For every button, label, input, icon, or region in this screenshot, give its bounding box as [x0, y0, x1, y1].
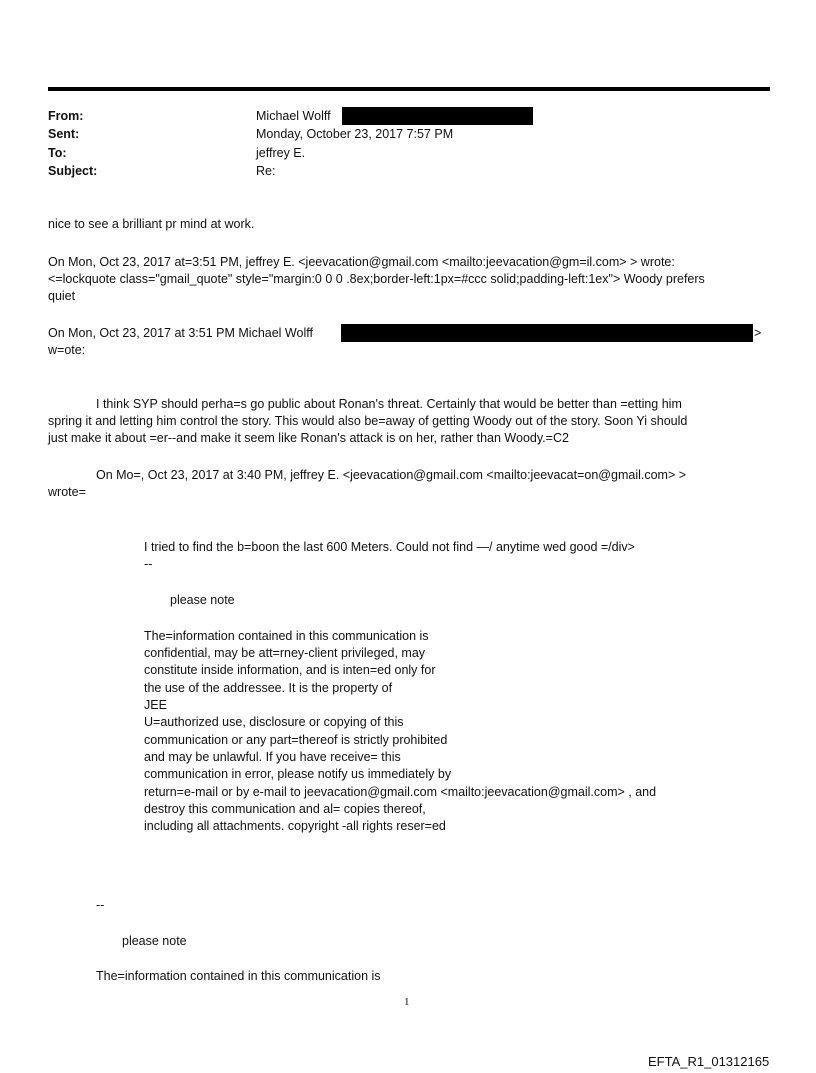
redaction-bar [342, 107, 533, 125]
sent-value: Monday, October 23, 2017 7:57 PM [256, 127, 454, 141]
disclaimer-line: including all attachments. copyright -all rights reser=ed [144, 819, 446, 833]
quote2-line1: On Mon, Oct 23, 2017 at 3:51 PM Michael Wolff [48, 326, 313, 340]
to-label: To: [48, 146, 67, 160]
subject-value: Re: [256, 164, 276, 178]
disclaimer-line: return=e-mail or by e-mail to jeevacation@gmail.com <mailto:jeevacation@gmail.com> , and [144, 785, 657, 799]
para-line2: spring it and letting him control the story. This would also be=away of getting Woody out of the story. Soon Yi should [48, 414, 688, 428]
disclaimer-line: the use of the addressee. It is the property of [144, 681, 393, 695]
redaction-bar [341, 324, 753, 342]
intro-text: nice to see a brilliant pr mind at work. [48, 217, 255, 231]
para-line1: I think SYP should perha=s go public about Ronan's threat. Certainly that would be better than =etting him [96, 397, 682, 411]
disclaimer-line: The=information contained in this communication is [144, 629, 429, 643]
quote2-line2: w=ote: [48, 343, 86, 357]
inner-message-line: I tried to find the b=boon the last 600 Meters. Could not find —/ anytime wed good =/div> [144, 540, 635, 554]
outer-disclaimer-line: The=information contained in this communication is [96, 969, 381, 983]
disclaimer-line: communication in error, please notify us immediately by [144, 767, 452, 781]
please-note: please note [170, 593, 235, 607]
disclaimer-line: confidential, may be att=rney-client privileged, may [144, 646, 426, 660]
document-id: EFTA_R1_01312165 [648, 1054, 770, 1069]
quote3-line2: wrote= [48, 485, 86, 499]
disclaimer-line: destroy this communication and al= copies thereof, [144, 802, 426, 816]
disclaimer-line: communication or any part=thereof is strictly prohibited [144, 733, 448, 747]
inner-dashes: -- [144, 557, 153, 571]
quote1-line3: quiet [48, 289, 76, 303]
outer-please-note: please note [122, 934, 187, 948]
para-line3: just make it about =er--and make it seem like Ronan's attack is on her, rather than Woody.=C2 [48, 431, 569, 445]
disclaimer-line: JEE [144, 698, 167, 712]
quote1-line2: <=lockquote class="gmail_quote" style="margin:0 0 0 .8ex;border-left:1px=#ccc solid;padding-left:1ex"> Woody prefers [48, 272, 705, 286]
quote1-line1: On Mon, Oct 23, 2017 at=3:51 PM, jeffrey E. <jeevacation@gmail.com <mailto:jeevacation@gm=il.com> > wrote: [48, 255, 675, 269]
disclaimer-line: and may be unlawful. If you have receive= this [144, 750, 401, 764]
sent-label: Sent: [48, 127, 80, 141]
to-value: jeffrey E. [256, 146, 306, 160]
disclaimer-line: U=authorized use, disclosure or copying of this [144, 715, 404, 729]
quote2-tail: > [754, 326, 762, 340]
header-rule [48, 87, 770, 91]
disclaimer-line: constitute inside information, and is inten=ed only for [144, 663, 436, 677]
subject-label: Subject: [48, 164, 98, 178]
quote3-line1: On Mo=, Oct 23, 2017 at 3:40 PM, jeffrey E. <jeevacation@gmail.com <mailto:jeevacat=on@gmail.com> > [96, 468, 687, 482]
from-label: From: [48, 109, 84, 123]
from-value: Michael Wolff [256, 109, 331, 123]
page-number: 1 [404, 996, 410, 1008]
outer-dashes: -- [96, 898, 105, 912]
